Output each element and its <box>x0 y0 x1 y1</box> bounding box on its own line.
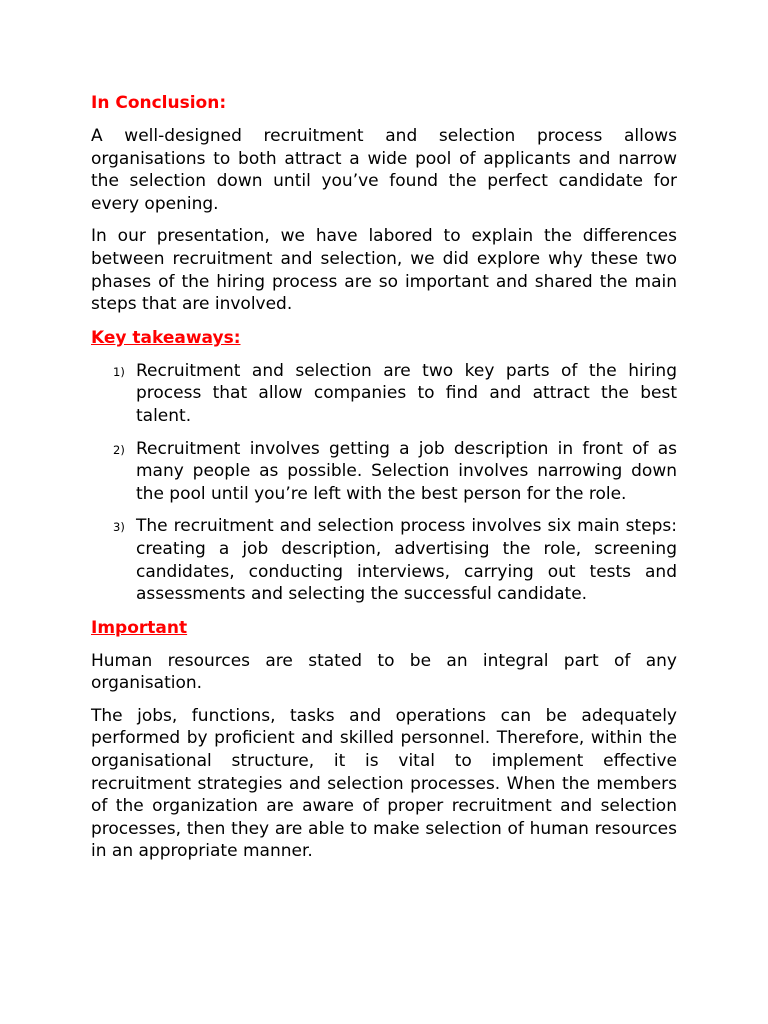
takeaways-list <box>91 360 677 606</box>
key-takeaways-heading: Key takeaways: <box>91 327 241 348</box>
document-page <box>91 91 677 873</box>
important-heading: Important <box>91 617 188 638</box>
list-item <box>91 515 677 605</box>
list-number: 2) <box>113 442 125 457</box>
conclusion-paragraph: A well-designed recruitment and selection process allows organisations to both attract a wide pool of applicants and narrow the selection down until you’ve found the perfect candidate for every opening. <box>91 126 677 214</box>
jobs-functions-paragraph: The jobs, functions, tasks and operations can be adequately performed by proficient and skilled personnel. Therefore, within the organisational structure, it is vital to implement effective recruitment strategies and selection processes. When the members of the organization are aware of proper recruitment and selection processes, then they are able to make selection of human resources in an appropriate manner. <box>91 705 677 862</box>
list-item <box>91 438 677 506</box>
list-item <box>91 360 677 428</box>
list-item-text: The recruitment and selection process involves six main steps: creating a job description, advertising the role, screening candidates, conducting interviews, carrying out tests and assessments and selecting the successful candidate. <box>136 516 677 605</box>
list-item-text: Recruitment involves getting a job description in front of as many people as possible. Selection involves narrowing down the pool until you’re left with the best person for the role. <box>136 438 677 504</box>
list-number: 1) <box>113 364 125 379</box>
conclusion-heading: In Conclusion: <box>91 93 227 113</box>
presentation-paragraph: In our presentation, we have labored to explain the differences between recruitment and selection, we did explore why these two phases of the hiring process are so important and shared the main steps that are involved. <box>91 226 677 315</box>
list-item-text: Recruitment and selection are two key parts of the hiring process that allow companies to find and attract the best talent. <box>136 360 677 426</box>
list-number: 3) <box>113 520 125 535</box>
human-resources-paragraph: Human resources are stated to be an integral part of any organisation. <box>91 650 677 694</box>
